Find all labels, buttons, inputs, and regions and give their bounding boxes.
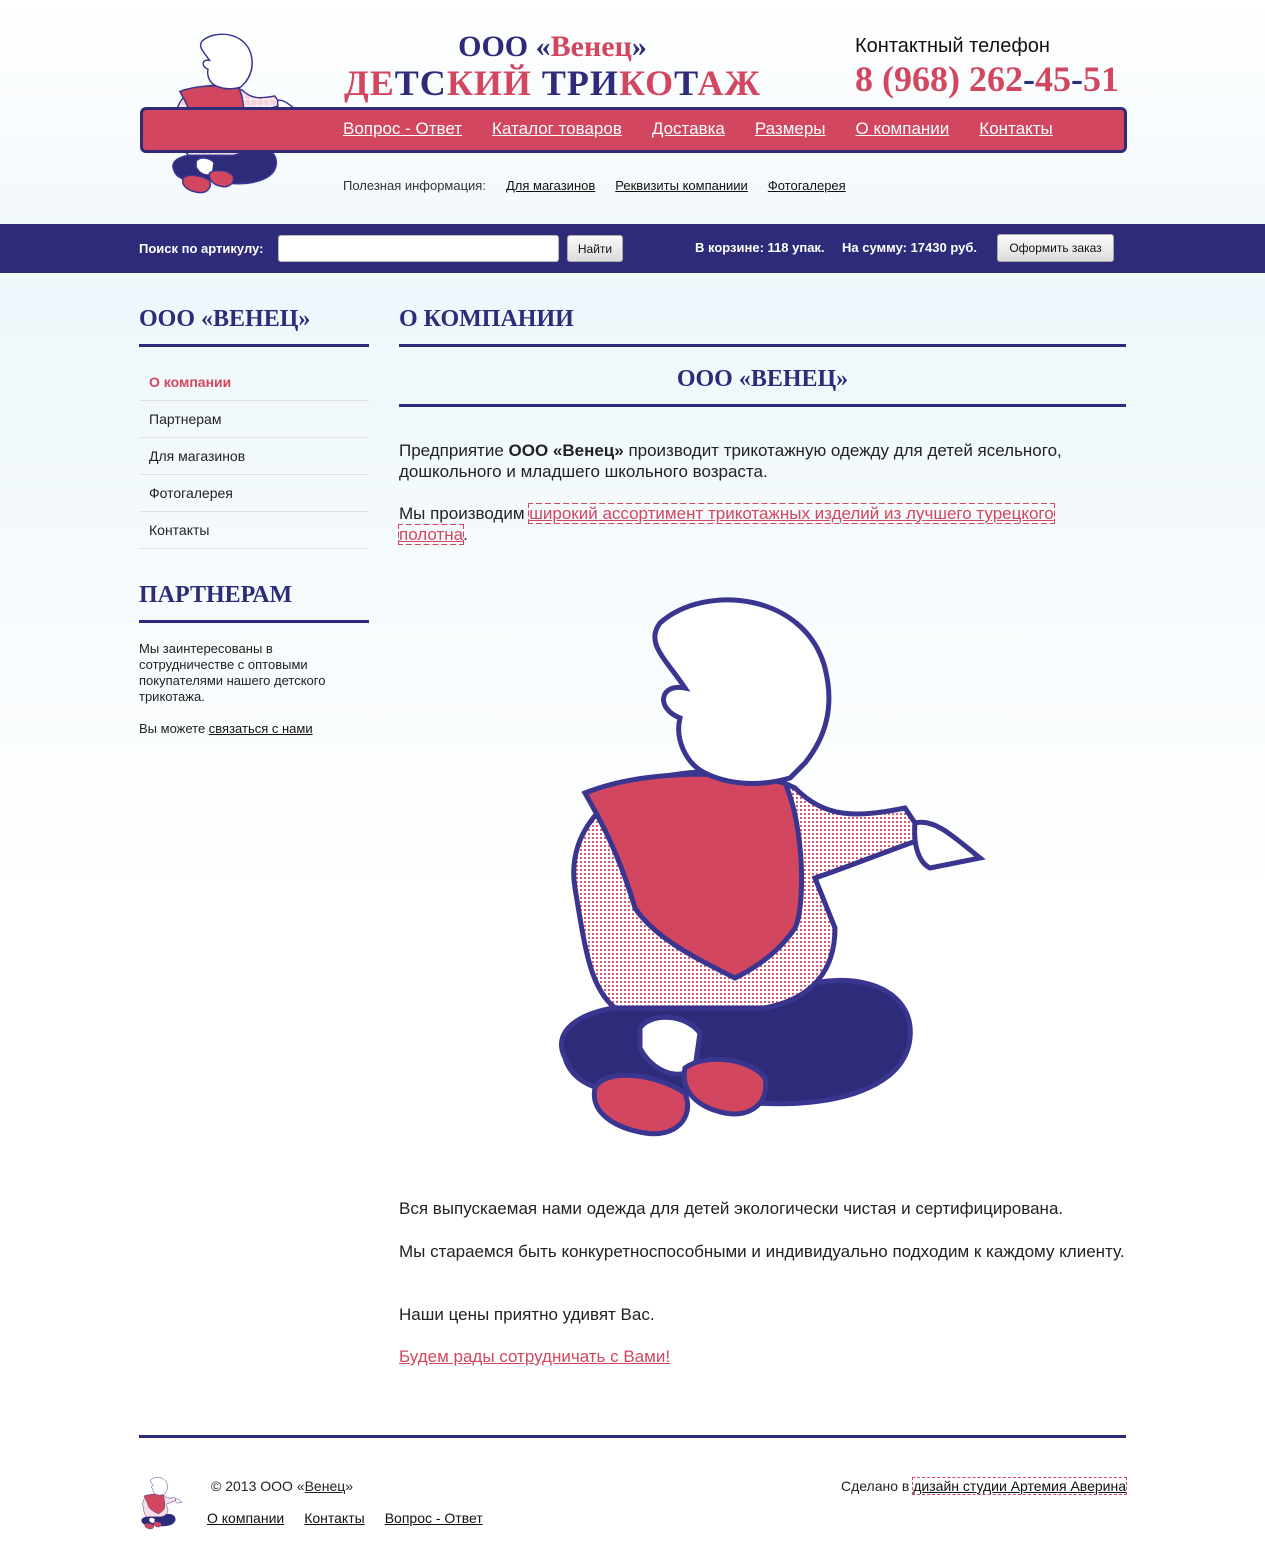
copyright-prefix: © 2013 ООО «: [211, 1478, 305, 1494]
phone-dash: -: [1070, 59, 1083, 99]
slogan-part: КИЙ: [446, 63, 532, 103]
phone-part: 8 (968) 262: [855, 59, 1023, 99]
phone-part: 51: [1082, 59, 1119, 99]
useful-link-requisites[interactable]: Реквизиты компаниии: [615, 178, 748, 193]
nav-contacts[interactable]: Контакты: [979, 119, 1053, 138]
copyright-suffix: »: [345, 1478, 354, 1494]
useful-label: Полезная информация:: [343, 178, 486, 193]
partners-title: ПАРТНЕРАМ: [139, 582, 369, 623]
prices-paragraph: Наши цены приятно удивят Вас.: [399, 1305, 655, 1324]
slogan-part: КО: [618, 63, 675, 103]
phone-dash: -: [1022, 59, 1035, 99]
made-by-prefix: Сделано в: [840, 1478, 914, 1494]
sidebar-title: ООО «ВЕНЕЦ»: [139, 306, 369, 347]
footer-link-contacts[interactable]: Контакты: [304, 1510, 365, 1526]
company-prefix: ООО «: [458, 30, 551, 63]
slogan-part: [532, 63, 542, 103]
footer-divider: [139, 1435, 1126, 1438]
sidebar-item-contacts[interactable]: Контакты: [139, 512, 369, 549]
cooperate-paragraph: [399, 1346, 1126, 1367]
slogan-part: АЖ: [697, 63, 761, 103]
phone-number: [855, 58, 1119, 100]
search-bar: [0, 224, 1265, 273]
copyright: [211, 1478, 353, 1494]
copyright-link[interactable]: Венец: [304, 1478, 346, 1494]
company-suffix: »: [631, 30, 647, 63]
page-subtitle: ООО «ВЕНЕЦ»: [399, 366, 1126, 407]
eco-paragraph: Вся выпускаемая нами одежда для детей экологически чистая и сертифицирована.: [399, 1199, 1064, 1218]
studio-link[interactable]: дизайн студии Артемия Аверина: [913, 1478, 1126, 1494]
slogan-part: ДЕ: [344, 63, 395, 103]
sidebar-menu: [139, 364, 369, 549]
footer-link-about[interactable]: О компании: [207, 1510, 285, 1526]
sidebar-item-gallery[interactable]: Фотогалерея: [139, 475, 369, 512]
search-input[interactable]: [278, 235, 559, 262]
slogan-part: ТС: [394, 63, 447, 103]
assortment-prefix: Мы производим: [399, 504, 530, 523]
search-label: Поиск по артикулу:: [139, 241, 264, 256]
main-nav: [140, 107, 1127, 153]
contact-label: Контактный телефон: [855, 35, 1050, 57]
sidebar-item-about[interactable]: О компании: [139, 364, 369, 401]
sidebar-item-shops[interactable]: Для магазинов: [139, 438, 369, 475]
slogan-part: Т: [674, 63, 698, 103]
nav-about[interactable]: О компании: [855, 119, 950, 138]
slogan: [340, 62, 765, 104]
company-name-accent: Венец: [550, 30, 632, 63]
useful-link-shops[interactable]: Для магазинов: [505, 178, 596, 193]
assortment-paragraph: [399, 503, 1126, 545]
nav-delivery[interactable]: Доставка: [651, 119, 725, 138]
checkout-button[interactable]: Оформить заказ: [997, 234, 1114, 262]
cart-count: В корзине: 118 упак.: [695, 240, 825, 255]
intro-company: ООО «Венец»: [508, 441, 624, 460]
footer-logo-icon[interactable]: [139, 1476, 183, 1531]
cart-sum: На сумму: 17430 руб.: [842, 240, 977, 255]
child-illustration: [535, 588, 990, 1153]
nav-sizes[interactable]: Размеры: [754, 119, 826, 138]
cooperate-link[interactable]: Будем рады сотрудничать с Вами!: [399, 1347, 671, 1366]
footer-link-faq[interactable]: Вопрос - Ответ: [384, 1510, 483, 1526]
contact-us-link[interactable]: связаться с нами: [208, 721, 313, 736]
intro-prefix: Предприятие: [399, 441, 509, 460]
sidebar-item-partners[interactable]: Партнерам: [139, 401, 369, 438]
footer-nav: [207, 1510, 483, 1526]
nav-faq[interactable]: Вопрос - Ответ: [343, 119, 463, 138]
useful-links: [343, 178, 846, 193]
made-by: [841, 1478, 1126, 1494]
partners-contact-prefix: Вы можете: [139, 721, 209, 736]
approach-paragraph: Мы стараемся быть конкуретноспособными и индивидуально подходим к каждому клиенту.: [399, 1242, 1125, 1261]
page-title: О КОМПАНИИ: [399, 306, 1126, 347]
phone-part: 45: [1034, 59, 1071, 99]
useful-link-gallery[interactable]: Фотогалерея: [767, 178, 846, 193]
nav-catalog[interactable]: Каталог товаров: [492, 119, 622, 138]
partners-contact: [139, 721, 313, 736]
intro-suffix: производит трикотажную одежду для детей ясельного, дошкольного и младшего школьного возраста.: [399, 441, 1062, 481]
slogan-part: ТРИ: [541, 63, 619, 103]
partners-text: Мы заинтересованы в сотрудничестве с оптовыми покупателями нашего детского трикотажа.: [139, 641, 326, 704]
company-name: [340, 30, 765, 64]
search-button[interactable]: Найти: [567, 235, 623, 262]
assortment-suffix: .: [463, 525, 468, 544]
assortment-link[interactable]: широкий ассортимент трикотажных изделий из лучшего турецкого полотна: [399, 504, 1054, 544]
site-header: [0, 0, 1265, 224]
intro-paragraph: [399, 440, 1126, 482]
